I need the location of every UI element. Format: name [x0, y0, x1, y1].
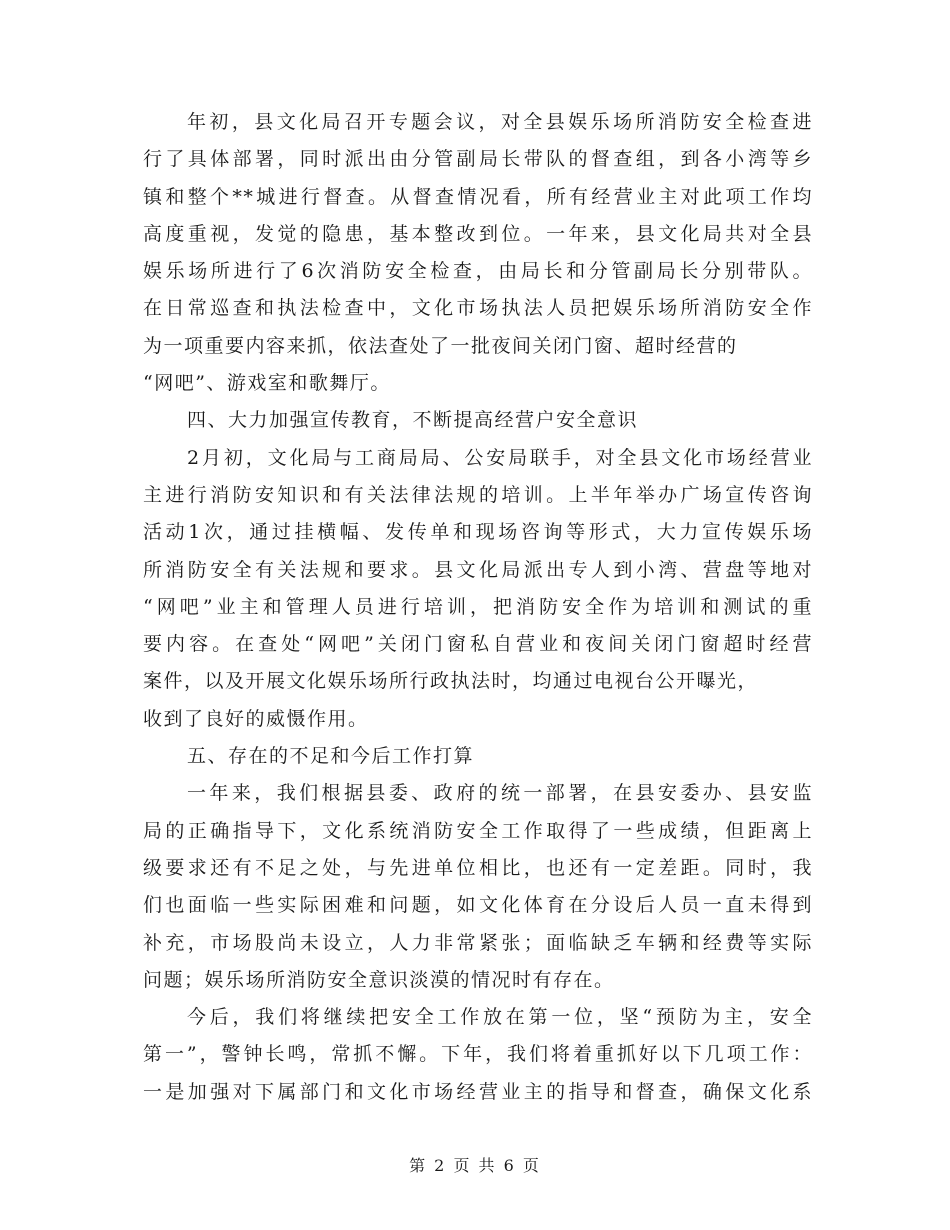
paragraph-publicity	[143, 440, 813, 738]
text-line: 一是加强对下属部门和文化市场经营业主的指导和督查，确保文化系	[143, 1080, 813, 1103]
text-line: 行了具体部署，同时派出由分管副局长带队的督查组，到各小湾等乡	[143, 148, 813, 171]
text-line: 所消防安全有关法规和要求。县文化局派出专人到小湾、营盘等地对	[143, 558, 813, 581]
text-line: “网吧”业主和管理人员进行培训，把消防安全作为培训和测试的重	[143, 595, 813, 618]
page-number-footer: 第 2 页 共 6 页	[409, 1156, 541, 1175]
section-heading-5	[143, 738, 813, 775]
text-line: 在日常巡查和执法检查中，文化市场执法人员把娱乐场所消防安全作	[143, 297, 813, 320]
text-line: 2月初，文化局与工商局局、公安局联手，对全县文化市场经营业	[187, 446, 813, 469]
text-line: 案件，以及开展文化娱乐场所行政执法时，均通过电视台公开曝光，	[143, 670, 759, 693]
text-line: 级要求还有不足之处，与先进单位相比，也还有一定差距。同时，我	[143, 856, 813, 879]
text-line: “网吧”、游戏室和歌舞厅。	[143, 372, 391, 395]
text-line: 娱乐场所进行了6次消防安全检查，由局长和分管副局长分别带队。	[143, 260, 813, 283]
heading-line: 四、大力加强宣传教育，不断提高经营户安全意识	[187, 409, 639, 432]
text-line: 活动1次，通过挂横幅、发传单和现场咨询等形式，大力宣传娱乐场	[143, 521, 813, 544]
text-line: 们也面临一些实际困难和问题，如文化体育在分设后人员一直未得到	[143, 894, 813, 917]
section-heading-4	[143, 402, 813, 439]
document-body	[143, 104, 813, 1111]
text-line: 收到了良好的威慑作用。	[143, 707, 369, 730]
text-line: 主进行消防安知识和有关法律法规的培训。上半年举办广场宣传咨询	[143, 483, 813, 506]
text-line: 补充，市场股尚未设立，人力非常紧张；面临缺乏车辆和经费等实际	[143, 931, 813, 954]
text-line: 镇和整个**城进行督查。从督查情况看，所有经营业主对此项工作均	[143, 185, 813, 208]
text-line: 一年来，我们根据县委、政府的统一部署，在县安委办、县安监	[187, 782, 813, 805]
text-line: 要内容。在查处“网吧”关闭门窗私自营业和夜间关闭门窗超时经营	[143, 633, 813, 656]
paragraph-shortcomings	[143, 775, 813, 999]
text-line: 高度重视，发觉的隐患，基本整改到位。一年来，县文化局共对全县	[143, 222, 813, 245]
text-line: 年初，县文化局召开专题会议，对全县娱乐场所消防安全检查进	[187, 111, 813, 133]
paragraph-inspection	[143, 104, 813, 402]
text-line: 今后，我们将继续把安全工作放在第一位，坚“预防为主，安全	[187, 1006, 813, 1029]
text-line: 局的正确指导下，文化系统消防安全工作取得了一些成绩，但距离上	[143, 819, 813, 842]
heading-line: 五、存在的不足和今后工作打算	[187, 745, 475, 768]
text-line: 第一”，警钟长鸣，常抓不懈。下年，我们将着重抓好以下几项工作：	[143, 1043, 813, 1066]
text-line: 为一项重要内容来抓，依法查处了一批夜间关闭门窗、超时经营的	[143, 334, 738, 357]
text-line: 问题；娱乐场所消防安全意识淡漠的情况时有存在。	[143, 968, 615, 991]
paragraph-plans	[143, 999, 813, 1111]
